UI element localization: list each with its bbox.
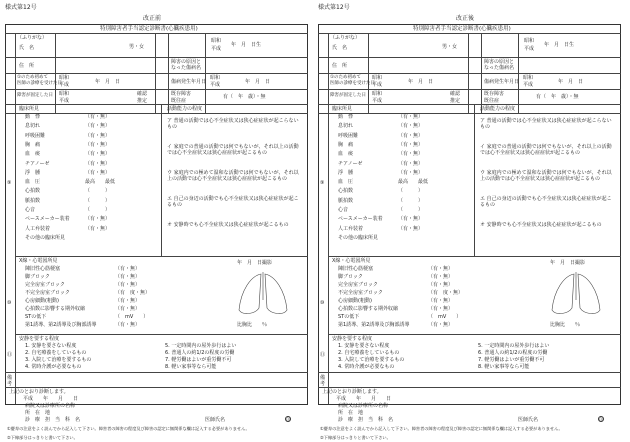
clinical-item-value: （有・無） [85,225,111,232]
clinical-item-value: （有・無） [85,216,111,223]
activity-item: ア 普通の活動では心不全症状又は狭心症症状が起こらないもの [167,118,299,130]
xray-item-value: （有 度・無） [428,290,464,296]
h-rule [328,256,621,257]
existing-label: 既存障害 [484,91,505,97]
symptom-era: 昭和 [59,91,70,97]
h-rule [5,33,308,34]
xray-item-label: 心房細動(粗動) [338,298,372,304]
department-label: 診 療 担 当 科 名 [338,417,394,423]
clinical-item-label: ペースメーカー装着 [25,216,70,223]
xray-item-label: 脚ブロック [338,274,363,280]
activity-item: ア 普通の活動では心不全症状又は狭心症症状が起こらないもの [480,118,612,130]
remarks-label: 備考 [320,375,326,387]
diagnosis-date: 平成 年 月 日 [23,396,79,402]
xray-item-value: （有・無） [115,298,141,304]
xray-item-label: STの低下 [25,314,47,320]
rest-heading: 安静を要する程度 [19,336,60,342]
xray-item-label: 心拍数に影響する期外収縮 [25,306,86,312]
first-exam-label: ①のため初めて 医師の診療を受けた日 [17,75,62,86]
sex-label: 男・女 [129,44,145,50]
symptom-estimated: 推定 [450,98,461,104]
clinical-item-value: （有・無） [85,160,111,167]
clinical-item-label: 息切れ [25,123,41,130]
xray-item-label: 第1誘導、第2誘導及び胸部誘導 [338,322,410,328]
clinical-item-label: 胸 痛 [338,141,354,148]
clinical-item-value: （有・無） [85,141,111,148]
existing-disease-label: 既往症 [484,98,500,104]
first-exam-era: 昭和 [59,75,70,81]
birth-era-heisei: 平成 [524,46,535,52]
name-label: 氏 名 [332,45,348,51]
clinical-item-label: 血 圧 [25,179,41,186]
clinical-item-value: （ ） [85,207,111,213]
v-rule [55,33,56,113]
xray-item-value: （ mV ） [428,314,462,320]
form-after-revision [318,0,625,442]
xray-item-label: STの低下 [338,314,360,320]
furigana-label: （ふりがな） [330,35,361,41]
form-title: 特別障害者手当認定診断書(心臓疾患用) [100,26,198,32]
diagnosis-date: 平成 年 月 日 [336,396,392,402]
xray-item-label: 心拍数に影響する期外収縮 [338,306,399,312]
activity-heading: 活動能力の程度 [480,106,516,112]
diagnosis-statement: 上記のとおり診断します。 [9,389,69,395]
clinical-item-label: 心拍数 [25,188,41,195]
v-rule [15,104,16,404]
activity-item: イ 家庭での普通の活動では何でもないが、それ以上の活動では心不全症状又は狭心症症状が起こるもの [167,144,299,156]
rest-item: 1. 安静を要さない程度 [338,343,390,349]
onset-era: 昭和 [210,75,221,81]
xray-item-label: 不完全房室ブロック [25,290,70,296]
seal-stamp: 印 [599,417,603,422]
cardiothoracic-ratio: 比胸比 ％ [237,322,268,328]
h-rule [5,57,308,58]
chest-xray-diagram [546,270,606,320]
doctor-name-label: 医師氏名 [205,417,226,423]
xray-item-label: 不完全房室ブロック [338,290,383,296]
clinical-item-label: 血 痰 [25,151,41,158]
existing-yes-no: 有（ 年 歳）・無 [223,94,266,100]
clinical-item-label: 脈拍数 [25,197,41,204]
v-rule [328,33,329,113]
xray-heading: X線・心電図所見 [19,258,58,264]
clinical-item-label: 血 痰 [338,151,354,158]
rest-item: 3. 入院して治療を要するもの [338,357,405,363]
address-label: 住 所 [332,63,348,69]
v-rule [161,104,162,256]
section-marker-1: ⑨ [7,180,12,186]
birth-date: 年 月 日生 [231,42,262,48]
v-rule [474,104,475,256]
v-rule [328,104,329,404]
clinical-item-value: （ ） [85,188,111,195]
activity-item: オ 安静時でも心不全症状又は狭心症症状が起こるもの [480,222,602,228]
activity-heading: 活動能力の程度 [167,106,203,112]
xray-item-label: 完全房室ブロック [25,282,65,288]
h-rule [318,57,621,58]
diagnosis-statement: 上記のとおり診断します。 [322,389,382,395]
clinical-item-value: （有・無） [398,225,424,232]
first-exam-era: 昭和 [372,75,383,81]
form-title: 特別障害者手当認定診断書(心臓疾患用) [413,26,511,32]
symptom-era-2: 平成 [59,98,70,104]
h-rule [328,334,621,335]
onset-ymd: 年 月 日 [245,79,271,85]
activity-item: オ 安静時でも心不全症状又は狭心症症状が起こるもの [167,222,289,228]
rest-item-right: 8. 軽い家事等なら可能 [165,364,217,370]
clinical-item-label: ペースメーカー装着 [338,216,383,223]
form-number: 様式第12号 [5,4,37,11]
h-rule [318,73,621,74]
xray-item-value: （有・無） [115,282,141,288]
clinical-item-value: （有・無） [398,141,424,148]
activity-item: ウ 家庭内での極めて温和な活動では何でもないが、それ以上の活動では心不全症状又は狭心症症状が起こるもの [167,170,299,182]
h-rule [318,372,621,373]
section-marker-3: ⑪ [7,352,13,358]
xray-item-value: （有・無） [428,322,454,328]
hospital-label: 病院又は診療所の名称 [338,403,389,409]
section-marker-1: ⑨ [320,180,325,186]
clinical-item-value: （ ） [398,207,424,213]
rest-item: 3. 入院して治療を要するもの [25,357,92,363]
symptom-fixed-label: 障害が固定した日 [17,93,53,98]
h-rule [318,33,621,34]
clinical-item-label: 息切れ [338,123,354,130]
clinical-item-value: （ ） [398,197,424,204]
cause-label: 障害の原因と なった傷病名 [484,59,515,71]
first-exam-ymd: 年 月 日 [95,79,121,85]
rest-heading: 安静を要する程度 [332,336,373,342]
remarks-label: 備考 [7,375,13,387]
note-1: ①慶寿の注意をよく読んでから記入して下さい。障害者の障害の程度及び障害の認定に無関係な欄は記入する必要がありません。 [7,426,250,431]
note-2: ②下線部分はっきりと書いて下さい。 [320,435,391,440]
clinical-item-label: 呼吸困難 [338,132,359,139]
department-label: 診 療 担 当 科 名 [25,417,81,423]
clinical-item-value: （有・無） [398,132,424,139]
xray-item-label: 陳旧性心筋梗塞 [338,266,374,272]
chest-xray-diagram [233,270,293,320]
section-marker-3: ⑪ [320,352,326,358]
xray-item-value: （有・無） [115,306,141,312]
first-exam-era-2: 平成 [59,82,70,88]
clinical-item-value: （有・無） [398,123,424,130]
address-label: 住 所 [19,63,35,69]
clinical-item-label: 人工弁装着 [338,225,364,232]
first-exam-era-2: 平成 [372,82,383,88]
birth-era-showa: 昭和 [211,38,222,44]
rest-item-right: 6. 普通人の約1/2の程度の労働 [478,350,548,356]
first-exam-ymd: 年 月 日 [408,79,434,85]
symptom-era: 昭和 [372,91,383,97]
h-rule [15,334,308,335]
h-rule [5,73,308,74]
clinical-item-label: 動 悸 [338,114,354,120]
clinical-item-value: 最高 最低 [398,179,429,186]
note-2: ②下線部分はっきりと書いて下さい。 [7,435,78,440]
v-rule [168,33,169,113]
clinical-item-value: （有・無） [85,114,111,120]
clinical-item-label: 血 圧 [338,179,354,186]
rest-item-right: 7. 軽労働はよいが重労働不可 [165,357,232,363]
existing-yes-no: 有（ 年 歳）・無 [536,94,579,100]
h-rule [5,387,308,388]
symptom-fixed-label: 障害が固定した日 [330,93,366,98]
v-rule [205,33,206,113]
clinical-item-label: チアノーゼ [25,160,50,167]
clinical-item-label: 心音 [25,207,36,213]
xray-heading: X線・心電図所見 [332,258,371,264]
xray-item-value: （有 度・無） [115,290,151,296]
section-marker-2: ⑩ [320,300,325,306]
form-number: 様式第12号 [318,4,350,11]
clinical-item-value: （有・無） [398,169,424,176]
rest-item-right: 5. 一定時間内の屋外歩行はよい [165,343,237,349]
rest-item: 2. 自宅療養をしているもの [25,350,87,356]
symptom-era-2: 平成 [372,98,383,104]
h-rule [318,104,621,105]
clinical-item-value: （有・無） [398,216,424,223]
xray-item-label: 陳旧性心筋梗塞 [25,266,61,272]
clinical-item-value: （ ） [398,188,424,195]
rest-item: 4. 常時介護が必要なもの [338,364,395,370]
birth-era-heisei: 平成 [211,46,222,52]
rest-item-right: 5. 一定時間内の屋外歩行はよい [478,343,550,349]
xray-item-value: （有・無） [428,282,454,288]
onset-label: 傷病発生年月日 [171,79,207,85]
clinical-item-label: 呼吸困難 [25,132,46,139]
section-marker-2: ⑩ [7,300,12,306]
clinical-item-label: その他の臨床所見 [25,234,66,241]
birth-era-showa: 昭和 [524,38,535,44]
clinical-item-label: 胸 痛 [25,141,41,148]
xray-date: 年 月 日撮影 [550,260,586,266]
clinical-item-label: その他の臨床所見 [338,234,379,241]
rest-item: 2. 自宅療養をしているもの [338,350,400,356]
clinical-item-value: （有・無） [398,160,424,167]
location-label: 所 在 地 [25,410,51,416]
xray-date: 年 月 日撮影 [237,260,273,266]
h-rule [5,372,308,373]
xray-item-value: （ mV ） [115,314,149,320]
birth-date: 年 月 日生 [544,42,575,48]
xray-item-value: （有・無） [428,298,454,304]
clinical-item-label: 心拍数 [338,188,354,195]
v-rule [155,33,156,113]
v-rule [15,33,16,113]
h-rule [318,89,621,90]
onset-era-2: 平成 [523,82,534,88]
rest-item-right: 7. 軽労働はよいが重労働不可 [478,357,545,363]
clinical-item-label: 脈拍数 [338,197,354,204]
activity-item: エ 自己の身辺の活動でも心不全症状又は狭心症症状が起こるもの [480,196,612,208]
h-rule [15,256,308,257]
clinical-item-value: （有・無） [398,151,424,158]
rest-item-right: 6. 普通人の約1/2の程度の労働 [165,350,235,356]
xray-item-value: （有・無） [428,306,454,312]
first-exam-label: ①のため初めて 医師の診療を受けた日 [330,75,375,86]
revision-label: 改正後 [456,15,475,22]
clinical-item-label: チアノーゼ [338,160,363,167]
location-label: 所 在 地 [338,410,364,416]
rest-item: 4. 常時介護が必要なもの [25,364,82,370]
h-rule [5,89,308,90]
symptom-estimated: 推定 [137,98,148,104]
v-rule [518,33,519,113]
clinical-heading: 臨床所見 [332,106,353,112]
revision-label: 改正前 [143,15,162,22]
cardiothoracic-ratio: 比胸比 ％ [550,322,581,328]
clinical-item-label: 浮 腫 [338,169,354,176]
clinical-item-label: 心音 [338,207,349,213]
v-rule [468,33,469,113]
clinical-item-value: 最高 最低 [85,179,116,186]
furigana-label: （ふりがな） [17,35,48,41]
onset-era: 昭和 [523,75,534,81]
clinical-item-label: 動 悸 [25,114,41,120]
v-rule [481,33,482,113]
xray-item-value: （有・無） [428,274,454,280]
form-before-revision [5,0,312,442]
sex-label: 男・女 [442,44,458,50]
existing-disease-label: 既往症 [171,98,187,104]
xray-item-label: 脚ブロック [25,274,50,280]
clinical-item-value: （有・無） [85,123,111,130]
h-rule [5,104,308,105]
activity-item: エ 自己の身辺の活動でも心不全症状又は狭心症症状が起こるもの [167,196,299,208]
clinical-item-label: 浮 腫 [25,169,41,176]
existing-label: 既存障害 [171,91,192,97]
clinical-item-value: （有・無） [85,169,111,176]
symptom-confirmed: 確認 [450,91,461,97]
note-1: ①慶寿の注意をよく読んでから記入して下さい。障害者の障害の程度及び障害の認定に無関係な欄は記入する必要がありません。 [320,426,563,431]
xray-item-label: 第1誘導、第2誘導及び胸部誘導 [25,322,97,328]
clinical-item-value: （有・無） [85,132,111,139]
clinical-heading: 臨床所見 [19,106,40,112]
activity-item: イ 家庭での普通の活動では何でもないが、それ以上の活動では心不全症状又は狭心症症状が起こるもの [480,144,612,156]
name-label: 氏 名 [19,45,35,51]
onset-ymd: 年 月 日 [558,79,584,85]
doctor-name-label: 医師氏名 [518,417,539,423]
xray-item-label: 完全房室ブロック [338,282,378,288]
xray-item-value: （有・無） [115,322,141,328]
cause-label: 障害の原因と なった傷病名 [171,59,202,71]
v-rule [368,33,369,113]
clinical-item-value: （ ） [85,197,111,204]
rest-item: 1. 安静を要さない程度 [25,343,77,349]
onset-label: 傷病発生年月日 [484,79,520,85]
symptom-confirmed: 確認 [137,91,148,97]
activity-item: ウ 家庭内での極めて温和な活動では何でもないが、それ以上の活動では心不全症状又は狭心症症状が起こるもの [480,170,612,182]
seal-stamp: 印 [286,417,290,422]
rest-item-right: 8. 軽い家事等なら可能 [478,364,530,370]
h-rule [5,113,308,114]
xray-item-value: （有・無） [115,274,141,280]
onset-era-2: 平成 [210,82,221,88]
h-rule [318,113,621,114]
clinical-item-value: （有・無） [398,114,424,120]
hospital-label: 病院又は診療所の名称 [25,403,76,409]
xray-item-value: （有・無） [115,266,141,272]
xray-item-value: （有・無） [428,266,454,272]
xray-item-label: 心房細動(粗動) [25,298,59,304]
clinical-item-value: （有・無） [85,151,111,158]
clinical-item-label: 人工弁装着 [25,225,51,232]
h-rule [318,387,621,388]
